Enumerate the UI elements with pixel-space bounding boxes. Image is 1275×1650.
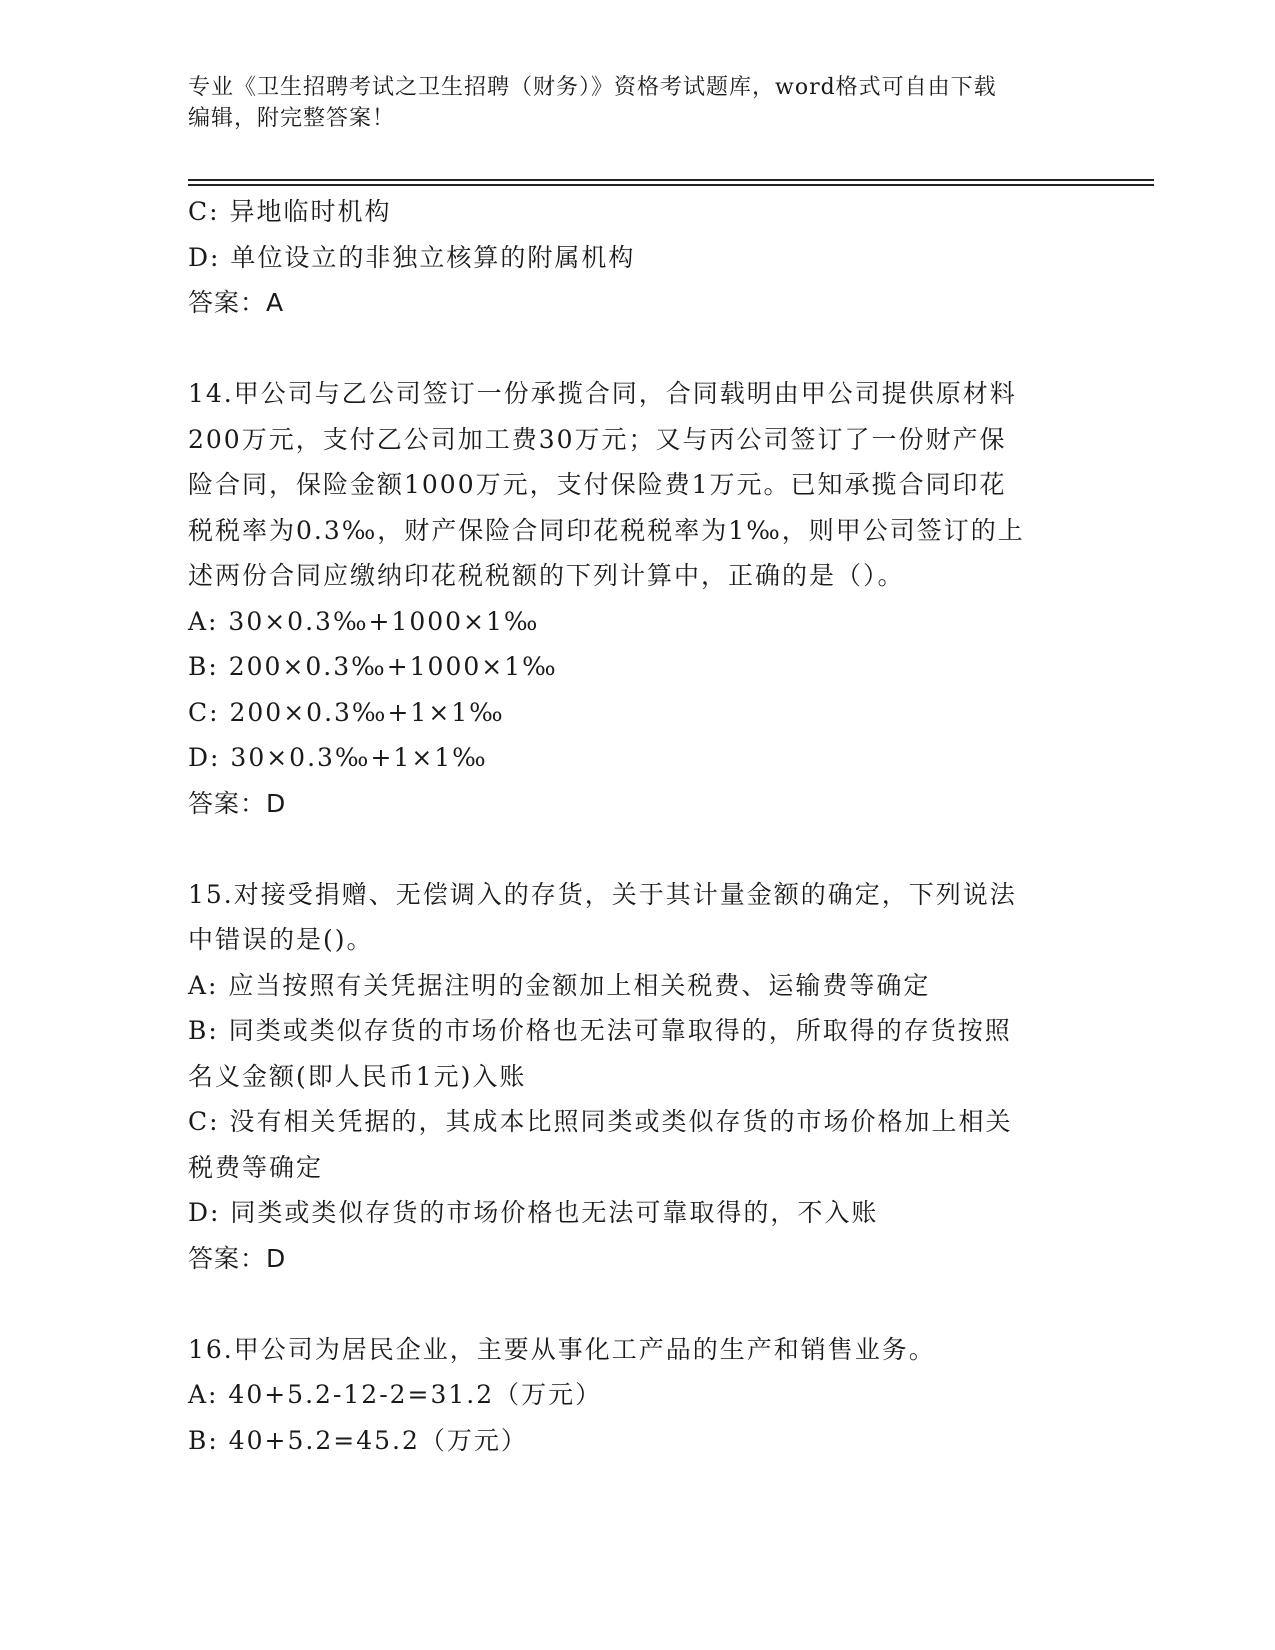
answer-line: 答案：A [188, 288, 285, 317]
option-a: A: 40+5.2-12-2=31.2（万元） [188, 1380, 603, 1409]
header-rule-bottom [188, 184, 1154, 186]
spacer [188, 326, 1078, 372]
option-b: B: 同类或类似存货的市场价格也无法可靠取得的，所取得的存货按照 [188, 1016, 1012, 1045]
option-b: B: 40+5.2=45.2（万元） [188, 1425, 528, 1455]
option-b-continued: 名义金额(即人民币1元)入账 [188, 1061, 527, 1091]
option-b: B: 200×0.3‰+1000×1‰ [188, 652, 558, 681]
spacer [188, 1281, 1078, 1327]
question-13-tail [188, 189, 1078, 326]
option-c: C: 异地临时机构 [188, 197, 392, 226]
header-line-1: 专业《卫生招聘考试之卫生招聘（财务）》资格考试题库，word格式可自由下载 [188, 75, 997, 100]
header-rule-top [188, 179, 1154, 181]
question-stem-line: 述两份合同应缴纳印花税税额的下列计算中，正确的是（）。 [188, 561, 905, 590]
option-c: C: 200×0.3‰+1×1‰ [188, 697, 505, 727]
question-stem-line: 税税率为0.3‰，财产保险合同印花税税率为1‰，则甲公司签订的上 [188, 515, 1025, 545]
option-a: A: 应当按照有关凭据注明的金额加上相关税费、运输费等确定 [188, 970, 931, 1000]
question-stem-line: 14.甲公司与乙公司签订一份承揽合同，合同载明由甲公司提供原材料 [188, 379, 1017, 408]
question-stem-line: 险合同，保险金额1000万元，支付保险费1万元。已知承揽合同印花 [188, 470, 1007, 499]
option-a: A: 30×0.3‰+1000×1‰ [188, 606, 540, 636]
question-stem-line: 200万元，支付乙公司加工费30万元；又与丙公司签订了一份财产保 [188, 424, 1007, 454]
question-stem-line: 15.对接受捐赠、无偿调入的存货，关于其计量金额的确定，下列说法 [188, 879, 1017, 909]
question-stem-line: 16.甲公司为居民企业，主要从事化工产品的生产和销售业务。 [188, 1334, 936, 1364]
question-14 [188, 371, 1078, 826]
spacer [188, 826, 1078, 872]
document-body [188, 189, 1078, 1463]
option-c: C: 没有相关凭据的，其成本比照同类或类似存货的市场价格加上相关 [188, 1107, 1013, 1136]
option-d: D: 30×0.3‰+1×1‰ [188, 743, 488, 772]
document-header [188, 72, 1078, 134]
option-c-continued: 税费等确定 [188, 1152, 324, 1182]
header-line-2: 编辑，附完整答案！ [188, 106, 396, 131]
answer-line: 答案：D [188, 788, 287, 818]
question-15 [188, 872, 1078, 1282]
answer-line: 答案：D [188, 1243, 287, 1273]
option-d: D: 单位设立的非独立核算的附属机构 [188, 242, 636, 272]
question-16 [188, 1327, 1078, 1464]
question-stem-line: 中错误的是()。 [188, 925, 374, 954]
option-d: D: 同类或类似存货的市场价格也无法可靠取得的，不入账 [188, 1198, 879, 1227]
